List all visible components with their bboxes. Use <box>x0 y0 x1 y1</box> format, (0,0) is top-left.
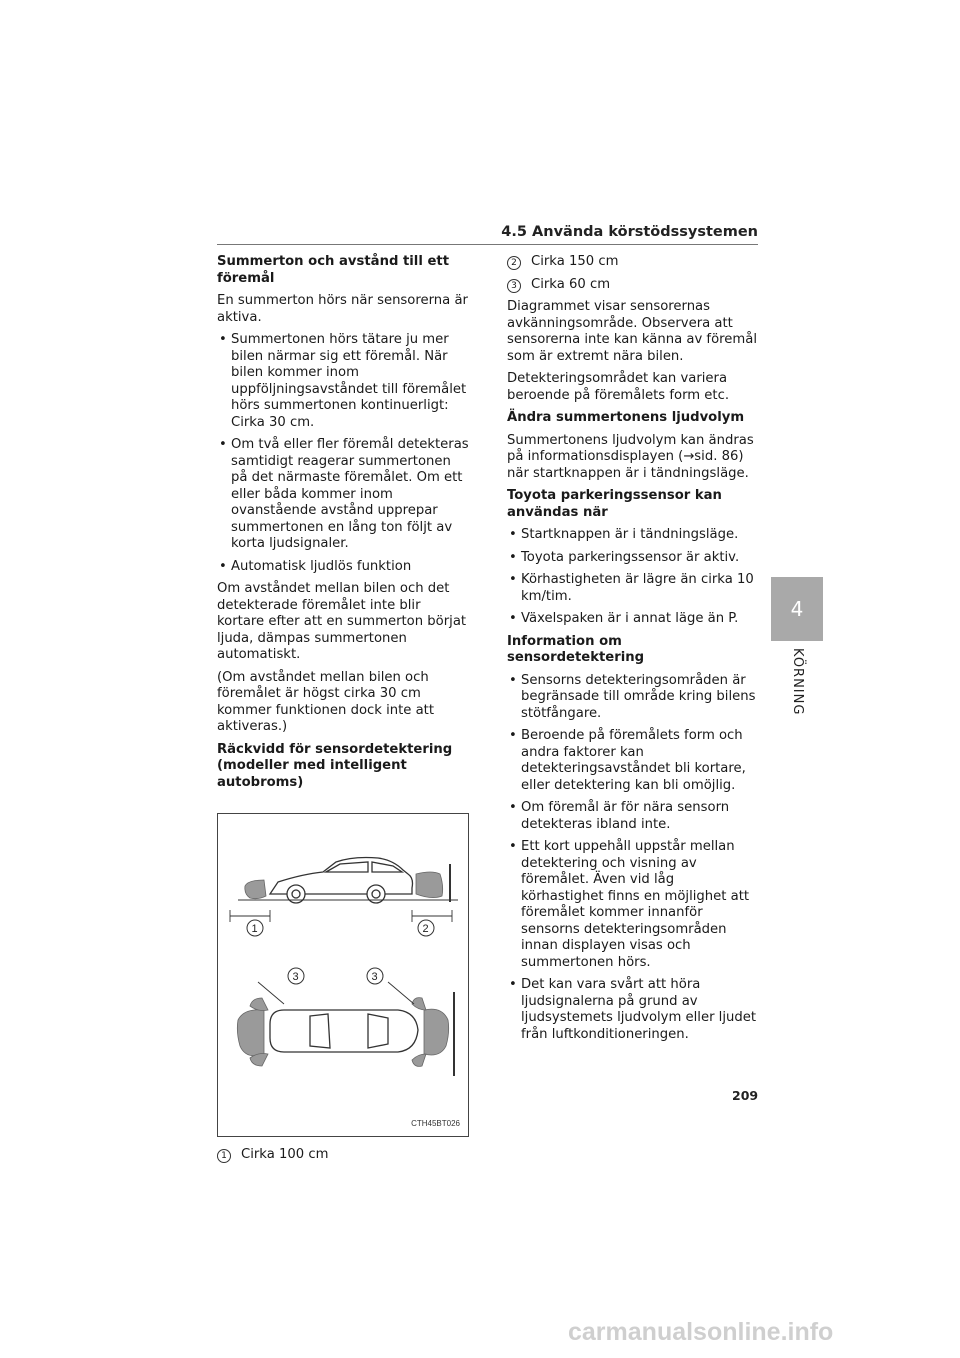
heading-sensor-info: Information om sensordetektering <box>507 633 645 665</box>
page-number: 209 <box>732 1088 759 1103</box>
paragraph: Diagrammet visar sensorernas avkänningsområde. Observera att sensorerna inte kan känna av föremål som är extremt nära bilen. <box>507 299 757 364</box>
list-item: • Sensorns detekteringsområden är begränsade till område kring bilens stötfångare. <box>507 673 759 723</box>
right-column <box>507 254 759 1049</box>
number-badge: 2 <box>507 256 521 270</box>
left-column <box>217 254 469 1170</box>
list-item: • Om två eller fler föremål detekteras samtidigt reagerar summertonen på det närmaste föremålet. Om ett eller båda kommer inom ovanstående avstånd upprepar summertonen en lång ton följt av korta ljudsignaler. <box>217 437 469 553</box>
list-item: • Ett kort uppehåll uppstår mellan detektering och visning av föremålet. Även vid låg körhastighet finns en möjlighet att föremålet kommer innanför sensorns detekteringsområden innan displayen visas och summertonen hörs. <box>507 839 759 971</box>
callout-1: 1 <box>251 923 258 935</box>
legend-item-1 <box>217 1147 469 1164</box>
legend-text: Cirka 60 cm <box>531 276 611 292</box>
section-title: 4.5 Använda körstödssystemen <box>501 224 758 240</box>
legend-text: Cirka 100 cm <box>241 1147 329 1162</box>
dimension-lines <box>230 910 452 922</box>
number-badge: 3 <box>507 279 521 293</box>
heading-usage-conditions: Toyota parkeringssensor kan användas när <box>507 488 722 520</box>
number-badge: 1 <box>217 1149 231 1163</box>
legend-text: Cirka 150 cm <box>531 254 619 269</box>
car-top-view <box>270 1010 418 1052</box>
paragraph: Detekteringsområdet kan variera beroende på föremålets form etc. <box>507 371 730 403</box>
list-item: • Automatisk ljudlös funktion <box>217 559 469 576</box>
list-item: • Körhastigheten är lägre än cirka 10 km/tim. <box>507 572 759 605</box>
bullet-list <box>507 527 759 628</box>
list-item: • Beroende på föremålets form och andra faktorer kan detekteringsavståndet bli kortare, eller detektering kan bli omöjlig. <box>507 728 759 794</box>
paragraph: Summertonens ljudvolym kan ändras på informationsdisplayen (→sid. 86) när startknappen är i tändningsläge. <box>507 432 754 481</box>
sensor-range-diagram <box>218 814 468 1136</box>
bullet-list <box>507 673 759 1044</box>
paragraph: (Om avståndet mellan bilen och föremålet är högst cirka 30 cm kommer funktionen dock inte att aktiveras.) <box>217 669 435 734</box>
watermark: carmanualsonline.info <box>568 1318 834 1346</box>
heading-buzzer-distance: Summerton och avstånd till ett föremål <box>217 254 449 286</box>
dimension-lines-top <box>258 982 414 1004</box>
legend-item-3 <box>507 277 759 294</box>
figure-code: CTH45BT026 <box>411 1118 460 1128</box>
header-divider <box>217 244 758 245</box>
callout-2: 2 <box>422 923 429 935</box>
heading-sensor-range: Räckvidd för sensordetektering (modeller med intelligent autobroms) <box>217 741 453 790</box>
callouts <box>247 920 434 984</box>
paragraph: En summerton hörs när sensorerna är aktiva. <box>217 293 468 325</box>
bullet-list <box>217 332 469 575</box>
chapter-tab: 4 <box>771 577 823 641</box>
legend-item-2 <box>507 254 759 271</box>
list-item: • Startknappen är i tändningsläge. <box>507 527 759 544</box>
list-item: • Summertonen hörs tätare ju mer bilen närmar sig ett föremål. När bilen kommer inom uppföljningsavståndet till föremålet hörs summertonen kontinuerligt: Cirka 30 cm. <box>217 332 469 431</box>
heading-volume: Ändra summertonens ljudvolym <box>507 410 745 425</box>
list-item: • Om föremål är för nära sensorn detekteras ibland inte. <box>507 800 759 833</box>
paragraph: Om avståndet mellan bilen och det detekterade föremålet inte blir kortare efter att en summerton börjat ljuda, dämpas summertonen automatiskt. <box>217 581 467 662</box>
list-item: • Växelspaken är i annat läge än P. <box>507 611 759 628</box>
list-item: • Det kan vara svårt att höra ljudsignalerna på grund av ljudsystemets ljudvolym eller ljudet från luftkonditioneringen. <box>507 977 759 1043</box>
list-item: • Toyota parkeringssensor är aktiv. <box>507 550 759 567</box>
callout-3b: 3 <box>371 971 378 983</box>
callout-3a: 3 <box>292 971 299 983</box>
chapter-label: KÖRNING <box>790 648 805 716</box>
sensor-range-figure <box>217 813 469 1137</box>
